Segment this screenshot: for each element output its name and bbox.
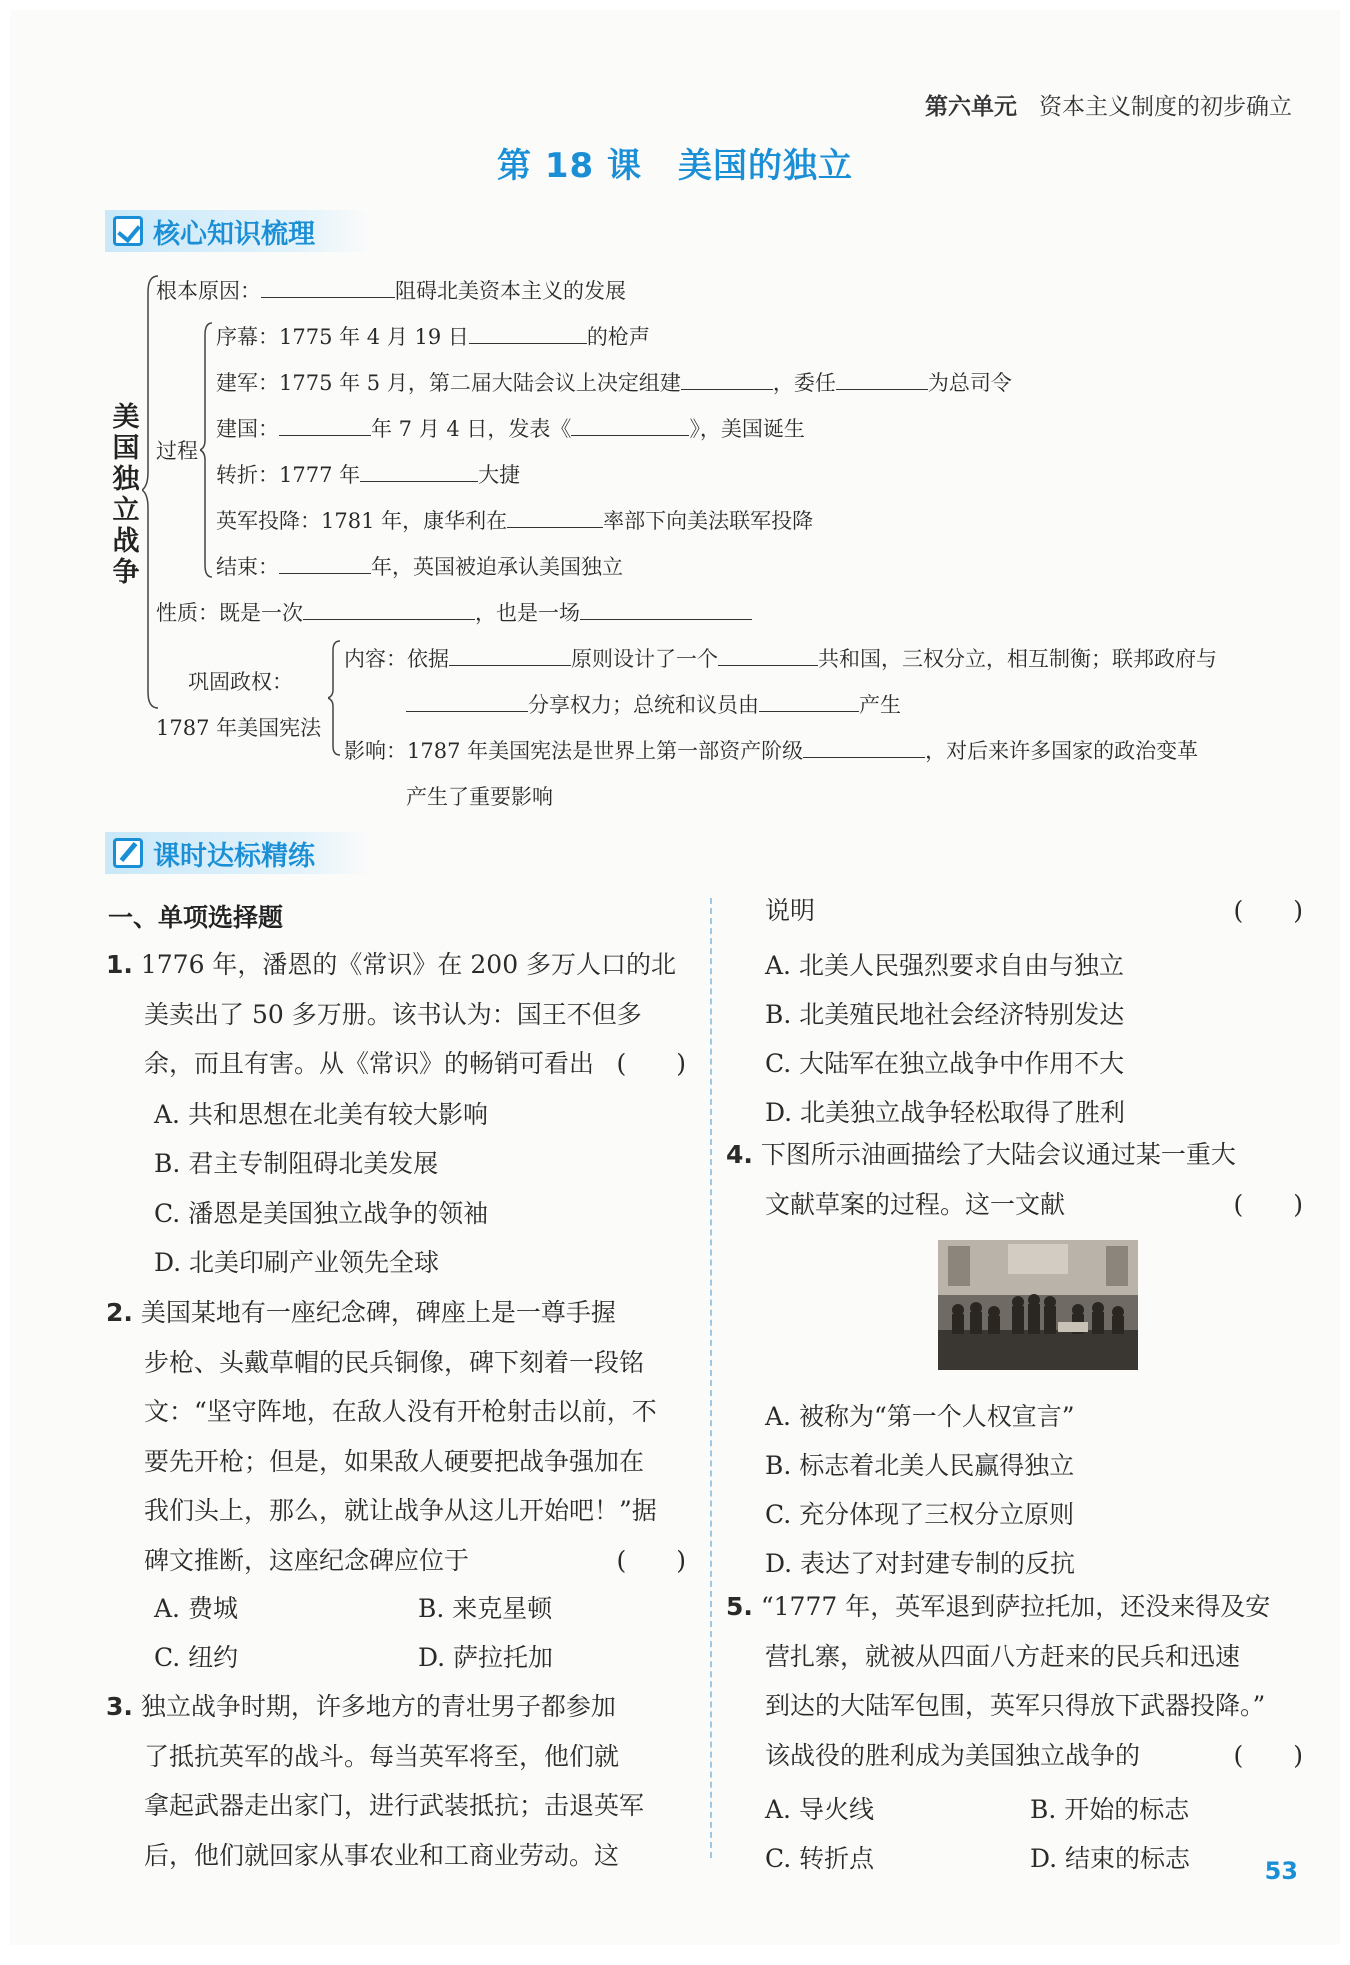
q3-option-d[interactable]: D. 北美独立战争轻松取得了胜利 [765,1098,1126,1127]
checkbox-icon [113,216,143,246]
question-text: 了抵抗英军的战斗。每当英军将至，他们就 [144,1741,620,1771]
nature-line [156,597,752,627]
question-text: 说明 [765,896,816,925]
question-text: 步枪、头戴草帽的民兵铜像，碑下刻着一段铭 [144,1347,645,1377]
question-4 [726,1130,1303,1229]
lesson-number: 第 18 课 [497,146,642,186]
question-text: 我们头上，那么，就让战争从这儿开始吧！”据 [144,1496,657,1525]
founding-suffix: 》，美国诞生 [689,417,805,441]
prelude-line [216,321,650,351]
nature-middle: ，也是一场 [475,601,580,625]
turning-line [216,459,520,489]
prelude-prefix: 序幕：1775 年 4 月 19 日 [216,325,469,349]
blank-field[interactable] [759,691,859,712]
question-3-continued [765,886,1303,936]
question-text: 美卖出了 50 多万册。该书认为：国王不但多 [144,999,642,1029]
question-text: 拿起武器走出家门，进行武装抵抗；击退英军 [144,1791,645,1820]
question-text: 营扎寨，就被从四面八方赶来的民兵和迅速 [765,1641,1241,1671]
nature-prefix: 性质：既是一次 [156,601,303,625]
influence-line [344,735,1198,765]
question-text: 后，他们就回家从事农业和工商业劳动。这 [144,1840,620,1870]
section-title: 核心知识梳理 [153,218,315,250]
question-1 [106,940,686,1089]
founding-prefix: 建国： [216,417,279,441]
column-divider [710,898,712,1858]
blank-field[interactable] [360,461,478,482]
lesson-name: 美国的独立 [678,146,853,186]
root-cause-line [156,275,626,305]
question-2 [106,1288,686,1585]
blank-field[interactable] [507,507,603,528]
army-middle: ，委任 [772,371,836,395]
prelude-suffix: 的枪声 [586,325,650,349]
constitution-brace [328,638,342,758]
q3-option-c[interactable]: C. 大陆军在独立战争中作用不大 [765,1049,1125,1078]
question-text: 美国某地有一座纪念碑，碑座上是一尊手握 [140,1298,616,1327]
surrender-suffix: 率部下向美法联军投降 [603,509,814,533]
question-5 [726,1582,1303,1780]
root-cause-suffix: 阻碍北美资本主义的发展 [395,279,626,303]
answer-paren[interactable]: ( ) [1233,896,1303,925]
question-text: 碑文推断，这座纪念碑应位于 [144,1545,470,1575]
question-number: 2. [106,1298,133,1327]
question-text: 文：“坚守阵地，在敌人没有开枪射击以前，不 [144,1397,657,1426]
question-text: 到达的大陆军包围，英军只得放下武器投降。” [765,1691,1266,1720]
influence-prefix: 影响：1787 年美国宪法是世界上第一部资产阶级 [344,739,804,763]
answer-paren[interactable]: ( ) [616,1545,686,1575]
content-line2-text: 分享权力；总统和议员由 [528,693,759,717]
surrender-prefix: 英军投降：1781 年，康华利在 [216,509,508,533]
section-title: 课时达标精练 [153,840,315,872]
question-number: 5. [726,1592,753,1621]
exercise-heading: 一、单项选择题 [108,903,284,932]
question-number: 1. [106,950,133,979]
q3-option-b[interactable]: B. 北美殖民地社会经济特别发达 [765,1000,1125,1029]
question-text: 要先开枪；但是，如果敌人硬要把战争强加在 [144,1446,645,1476]
q2-option-b[interactable]: B. 来克星顿 [418,1594,553,1623]
q2-option-a[interactable]: A. 费城 [154,1594,238,1623]
question-text: 该战役的胜利成为美国独立战争的 [765,1740,1141,1770]
content-line2-end: 产生 [859,693,901,717]
consolidate-label: 巩固政权： [188,670,293,694]
q1-option-c[interactable]: C. 潘恩是美国独立战争的领袖 [154,1199,489,1228]
q5-option-d[interactable]: D. 结束的标志 [1030,1844,1191,1873]
q1-option-d[interactable]: D. 北美印刷产业领先全球 [154,1248,440,1277]
content-line-2 [406,689,901,719]
unit-header [925,88,1292,121]
root-cause-prefix: 根本原因： [156,279,261,303]
content-middle: 原则设计了一个 [571,647,718,671]
question-text: 独立战争时期，许多地方的青壮男子都参加 [140,1692,616,1721]
answer-paren[interactable]: ( ) [616,1049,686,1078]
q4-option-d[interactable]: D. 表达了对封建专制的反抗 [765,1549,1076,1578]
question-text: 1776 年，潘恩的《常识》在 200 多万人口的北 [140,950,677,979]
process-brace [200,320,214,580]
answer-paren[interactable]: ( ) [1233,1189,1303,1219]
blank-field[interactable] [571,415,689,436]
end-prefix: 结束： [216,555,279,579]
content-prefix: 内容：依据 [344,647,449,671]
blank-field[interactable] [803,737,925,758]
end-line [216,551,623,581]
oil-painting-image [938,1240,1138,1370]
unit-number: 第六单元 [925,94,1017,120]
q5-option-c[interactable]: C. 转折点 [765,1844,875,1873]
constitution-label: 1787 年美国宪法 [156,716,322,740]
founding-line [216,413,805,443]
blank-field[interactable] [303,599,475,620]
influence-suffix: ，对后来许多国家的政治变革 [925,739,1199,763]
q3-option-a[interactable]: A. 北美人民强烈要求自由与独立 [765,951,1124,980]
q4-option-c[interactable]: C. 充分体现了三权分立原则 [765,1500,1075,1529]
q2-option-d[interactable]: D. 萨拉托加 [418,1643,554,1672]
question-number: 4. [726,1140,753,1169]
question-text: 余，而且有害。从《常识》的畅销可看出 [144,1049,595,1078]
question-text: “1777 年，英军退到萨拉托加，还没来得及安 [760,1592,1271,1621]
blank-field[interactable] [469,323,587,344]
influence-line-2: 产生了重要影响 [406,785,553,809]
pencil-icon [113,838,143,868]
blank-field[interactable] [681,369,773,390]
section-heading-knowledge [105,210,370,252]
blank-field[interactable] [406,691,528,712]
main-brace [142,272,162,712]
lesson-title [10,138,1340,187]
blank-field[interactable] [718,645,818,666]
question-text: 文献草案的过程。这一文献 [765,1189,1066,1219]
army-line [216,367,1012,397]
blank-field[interactable] [580,599,752,620]
content-tail: 共和国，三权分立，相互制衡；联邦政府与 [818,647,1217,671]
blank-field[interactable] [449,645,571,666]
question-text: 下图所示油画描绘了大陆会议通过某一重大 [760,1140,1236,1169]
process-label: 过程 [156,439,198,463]
blank-field[interactable] [279,415,371,436]
q1-option-a[interactable]: A. 共和思想在北美有较大影响 [154,1100,488,1129]
outline-main-label: 美 国 独 立 战 争 [112,402,140,588]
blank-field[interactable] [261,277,395,298]
turning-suffix: 大捷 [478,463,521,487]
question-3 [106,1682,686,1880]
q1-option-b[interactable]: B. 君主专制阻碍北美发展 [154,1149,439,1178]
q4-option-a[interactable]: A. 被称为“第一个人权宣言” [765,1402,1075,1431]
blank-field[interactable] [279,553,371,574]
content-line [344,643,1217,673]
unit-title: 资本主义制度的初步确立 [1039,94,1292,120]
blank-field[interactable] [836,369,928,390]
turning-prefix: 转折：1777 年 [216,463,361,487]
founding-middle: 年 7 月 4 日，发表《 [371,417,572,441]
q4-option-b[interactable]: B. 标志着北美人民赢得独立 [765,1451,1075,1480]
surrender-line [216,505,813,535]
army-suffix: 为总司令 [927,371,1012,395]
question-number: 3. [106,1692,133,1721]
q5-option-b[interactable]: B. 开始的标志 [1030,1795,1190,1824]
army-prefix: 建军：1775 年 5 月，第二届大陆会议上决定组建 [216,371,681,395]
q2-option-c[interactable]: C. 纽约 [154,1643,239,1672]
end-suffix: 年，英国被迫承认美国独立 [371,555,623,579]
section-heading-practice [105,832,370,874]
answer-paren[interactable]: ( ) [1233,1740,1303,1770]
page-number: 53 [1264,1857,1298,1885]
workbook-page [10,10,1340,1945]
q5-option-a[interactable]: A. 导火线 [765,1795,874,1824]
